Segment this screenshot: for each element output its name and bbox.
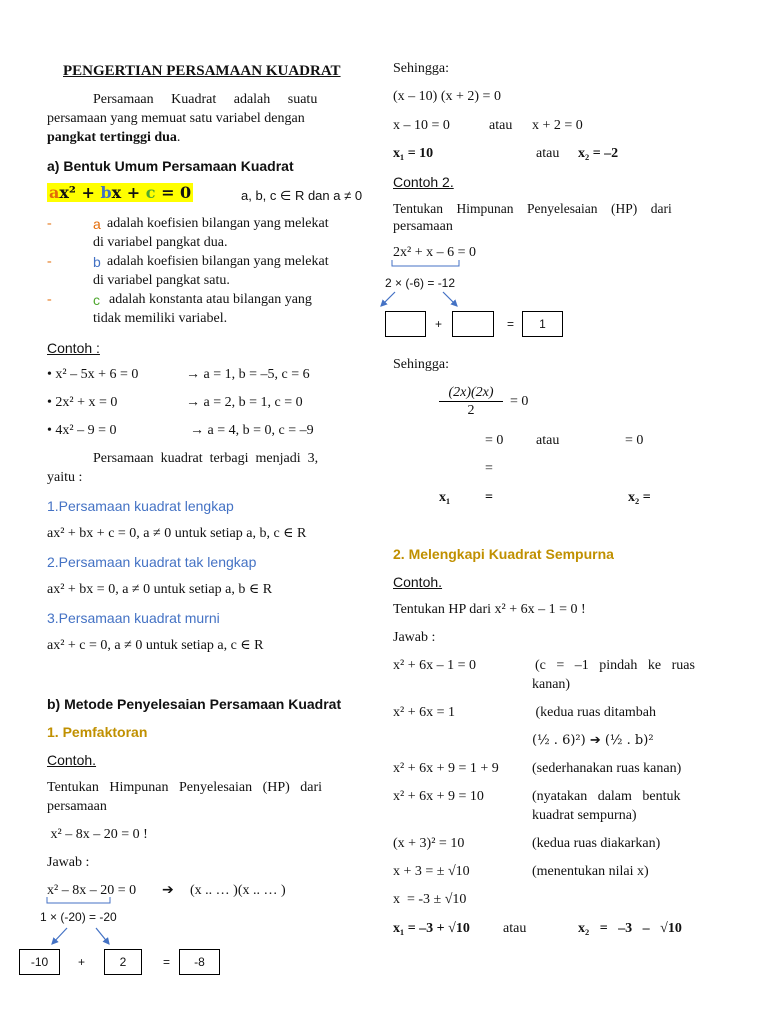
- sehingga-label-1: Sehingga:: [393, 61, 449, 76]
- result-split-2: x + 2 = 0: [532, 118, 583, 133]
- contoh-label: Contoh :: [47, 340, 100, 356]
- split-line-2: yaitu :: [47, 470, 83, 485]
- intro-line-1: Persamaan Kuadrat adalah suatu: [93, 92, 318, 107]
- task-equation: x² – 8x – 20 = 0 !: [47, 827, 148, 842]
- solve-x1: x₁: [439, 490, 451, 505]
- coef-c-text1: adalah konstanta atau bilangan yang: [109, 292, 312, 307]
- contoh-2-label: Contoh 2.: [393, 174, 454, 190]
- step-1-eq: x² + 6x – 1 = 0: [393, 658, 476, 673]
- coef-c-letter: c: [93, 292, 100, 308]
- step-4-note2: kuadrat sempurna): [532, 808, 637, 823]
- step-6-eq: x + 3 = ± √10: [393, 864, 470, 879]
- split-line-1: Persamaan kuadrat terbagi menjadi 3,: [93, 451, 319, 466]
- example-2-eq: • 2x² + x = 0: [47, 395, 118, 410]
- jawab-arrow: ➔: [162, 882, 174, 898]
- result-factored: (x – 10) (x + 2) = 0: [393, 89, 501, 104]
- task-line-1: Tentukan Himpunan Penyelesaian (HP) dari: [47, 780, 323, 795]
- task-line-2: persamaan: [47, 799, 107, 814]
- final-x2: x₂ = –3 – √10: [578, 921, 682, 936]
- page-title: PENGERTIAN PERSAMAAN KUADRAT: [63, 63, 341, 79]
- task3: Tentukan HP dari x² + 6x – 1 = 0 !: [393, 602, 586, 617]
- step-5-note1: (kedua ruas diakarkan): [532, 836, 661, 851]
- general-form-condition: a, b, c ∈ R dan a ≠ 0: [241, 188, 363, 203]
- final-atau: atau: [503, 921, 527, 936]
- factor-plus: +: [78, 955, 86, 969]
- factor2-equals: =: [507, 317, 515, 331]
- contoh-label-3: Contoh.: [393, 574, 443, 590]
- heading-methods: b) Metode Penyelesaian Persamaan Kuadrat: [47, 696, 342, 712]
- step-2-eq: x² + 6x = 1: [393, 705, 455, 720]
- step-5-eq: (x + 3)² = 10: [393, 836, 465, 851]
- step-2-note2: (½ . 6)²) ➔ (½ . b)²: [532, 733, 654, 748]
- arrow-right-1: [381, 292, 395, 306]
- type-1-eq: ax² + bx + c = 0, a ≠ 0 untuk setiap a, b, c ∈ R: [47, 526, 307, 541]
- type-2-title: 2.Persamaan kuadrat tak lengkap: [47, 554, 257, 570]
- coef-a-letter: a: [93, 216, 101, 232]
- general-form-formula: ax² + bx + c = 0: [49, 183, 192, 202]
- step-1-note1: (c = –1 pindah ke ruas: [535, 658, 695, 673]
- arrow-left-2: [96, 928, 109, 944]
- example-2-result: → a = 2, b = 1, c = 0: [186, 395, 303, 410]
- jawab-factor: (x .. … )(x .. … ): [190, 883, 286, 898]
- step-3-note1: (sederhanakan ruas kanan): [532, 761, 682, 776]
- type-2-eq: ax² + bx = 0, a ≠ 0 untuk setiap a, b ∈ R: [47, 582, 273, 597]
- intro-line-2: persamaan yang memuat satu variabel dengan: [47, 111, 305, 126]
- solve-eq-2: = 0: [625, 433, 644, 448]
- step-6-note1: (menentukan nilai x): [532, 864, 649, 879]
- sehingga-label-2: Sehingga:: [393, 357, 449, 372]
- product-note-2: 2 × (-6) = -12: [385, 276, 456, 290]
- method-1-title: 1. Pemfaktoran: [47, 724, 148, 740]
- method-2-title: 2. Melengkapi Kuadrat Sempurna: [393, 546, 614, 562]
- factor2-box-3: 1: [522, 311, 563, 337]
- jawab-label-2: Jawab :: [393, 630, 436, 645]
- fraction-numerator: (2x)(2x): [439, 384, 503, 402]
- example-1-eq: • x² – 5x + 6 = 0: [47, 367, 139, 382]
- coef-b-letter: b: [93, 254, 101, 270]
- example-1-result: → a = 1, b = –5, c = 6: [186, 367, 310, 382]
- factor-box-1: -10: [19, 949, 60, 975]
- arrow-left-1: [52, 928, 67, 944]
- result-x2: x₂ = –2: [578, 146, 619, 161]
- factor2-box-1: [385, 311, 426, 337]
- task2-line-1: Tentukan Himpunan Penyelesaian (HP) dari: [393, 201, 672, 216]
- intro-line-3: [47, 129, 180, 147]
- factor2-plus: +: [435, 317, 443, 331]
- step-1-note2: kanan): [532, 677, 571, 692]
- factor-equals: =: [163, 955, 171, 969]
- solve-eq-3: =: [485, 461, 493, 476]
- step-2-note1: (kedua ruas ditambah: [532, 705, 657, 720]
- arrow-right-2: [443, 292, 457, 306]
- coef-a-text2: di variabel pangkat dua.: [93, 235, 228, 250]
- result-atau-2: atau: [536, 146, 560, 161]
- coef-c-text2: tidak memiliki variabel.: [93, 311, 228, 326]
- coef-a-text1: adalah koefisien bilangan yang melekat: [107, 216, 329, 231]
- solve-x2: x₂ =: [628, 490, 651, 505]
- type-3-eq: ax² + c = 0, a ≠ 0 untuk setiap a, c ∈ R: [47, 638, 264, 653]
- fraction: [439, 384, 503, 419]
- final-x1: x₁ = –3 + √10: [393, 921, 470, 936]
- fraction-denominator: 2: [467, 403, 475, 418]
- coef-b-text1: adalah koefisien bilangan yang melekat: [107, 254, 329, 269]
- type-3-title: 3.Persamaan kuadrat murni: [47, 610, 220, 626]
- step-3-eq: x² + 6x + 9 = 1 + 9: [393, 761, 499, 776]
- jawab-equation: x² – 8x – 20 = 0: [47, 883, 137, 898]
- factor-box-3: -8: [179, 949, 220, 975]
- step-4-note1: (nyatakan dalam bentuk: [532, 789, 681, 804]
- task2-line-2: persamaan: [393, 219, 453, 234]
- type-1-title: 1.Persamaan kuadrat lengkap: [47, 498, 234, 514]
- coef-b-text2: di variabel pangkat satu.: [93, 273, 230, 288]
- factor2-box-2: [452, 311, 494, 337]
- solve-eq-1: = 0: [485, 433, 504, 448]
- intro-end: .: [176, 130, 181, 145]
- example-3-eq: • 4x² – 9 = 0: [47, 423, 117, 438]
- intro-bold: pangkat tertinggi dua: [47, 130, 177, 145]
- solve-x1-eq: =: [485, 490, 493, 505]
- result-split-1: x – 10 = 0: [393, 118, 450, 133]
- jawab-label: Jawab :: [47, 855, 90, 870]
- result-atau-1: atau: [489, 118, 513, 133]
- contoh-label-2: Contoh.: [47, 752, 97, 768]
- fraction-equals: = 0: [510, 394, 529, 409]
- document-page: PENGERTIAN PERSAMAAN KUADRAT Persamaan Kuadrat adalah suatu persamaan yang memuat satu variabel dengan pangkat tertinggi dua. a) Bentuk Umum Persamaan Kuadrat ax² + bx + c = 0 a, b, c ∈ R dan a ≠ 0 - a adalah koefisien bilangan yang melekat di variabel pangkat dua. - b adalah koefisien bilangan yang melekat di variabel pangkat satu. - c adalah konstanta atau bilangan yang tidak memiliki variabel. Contoh : • x² – 5x + 6 = 0 → a = 1, b = –5, c = 6 • 2x² + x = 0 → a = 2, b = 1, c = 0 • 4x² – 9 = 0 → a = 4, b = 0, c = –9 Persamaan kuadrat terbagi menjadi 3, yaitu : 1.Persamaan kuadrat lengkap ax² + bx + c = 0, a ≠ 0 untuk setiap a, b, c ∈ R 2.Persamaan kuadrat tak lengkap ax² + bx = 0, a ≠ 0 untuk setiap a, b ∈ R 3.Persamaan kuadrat murni ax² + c = 0, a ≠ 0 untuk setiap a, c ∈ R b) Metode Penyelesaian Persamaan Kuadrat 1. Pemfaktoran Contoh. Tentukan Himpunan Penyelesaian (HP) dari persamaan x² – 8x – 20 = 0 ! Jawab : x² – 8x – 20 = 0 ➔ (x .. … )(x .. … ) 1 × (-20) = -20 -10 + 2 = -8 Sehingga: (x – 10) (x + 2) = 0 x – 10 = 0 atau x + 2 = 0 x₁ = 10 atau x₂ = –2 Contoh 2. Tentukan Himpunan Penyelesaian (HP) dari persamaan 2x² + x – 6 = 0 2 × (-6) = -12 Sehingga: $\frac{(2x)(2x)}{2}$ = 0 = 0 atau = 0 = x₁ = x₂ = 2. Melengkapi Kuadrat Sempurna Contoh. Tentukan HP dari x² + 6x – 1 = 0 ! Jawab : x² + 6x – 1 = 0 (c = –1 pindah ke ruas kanan) x² + 6x = 1 (kedua ruas ditambah (½ . 6)²) ➔ (½ . b)² x² + 6x + 9 = 1 + 9 (sederhanakan ruas kanan) x² + 6x + 9 = 10 (nyatakan dalam bentuk kuadrat sempurna) (x + 3)² = 10 (kedua ruas diakarkan) x + 3 = ± √10 (menentukan nilai x) x = -3 ± √10 x₁ = –3 + √10 atau x₂ = –3 – √10 + = 1: [0, 0, 768, 1024]
- solve-atau: atau: [536, 433, 560, 448]
- product-note: 1 × (-20) = -20: [40, 910, 117, 924]
- step-4-eq: x² + 6x + 9 = 10: [393, 789, 484, 804]
- heading-general-form: a) Bentuk Umum Persamaan Kuadrat: [47, 158, 294, 174]
- equation-2: 2x² + x – 6 = 0: [393, 245, 476, 260]
- result-x1: x₁ = 10: [393, 146, 434, 161]
- step-7-eq: x = -3 ± √10: [393, 892, 467, 907]
- example-3-result: → a = 4, b = 0, c = –9: [190, 423, 314, 438]
- factor-box-2: 2: [104, 949, 142, 975]
